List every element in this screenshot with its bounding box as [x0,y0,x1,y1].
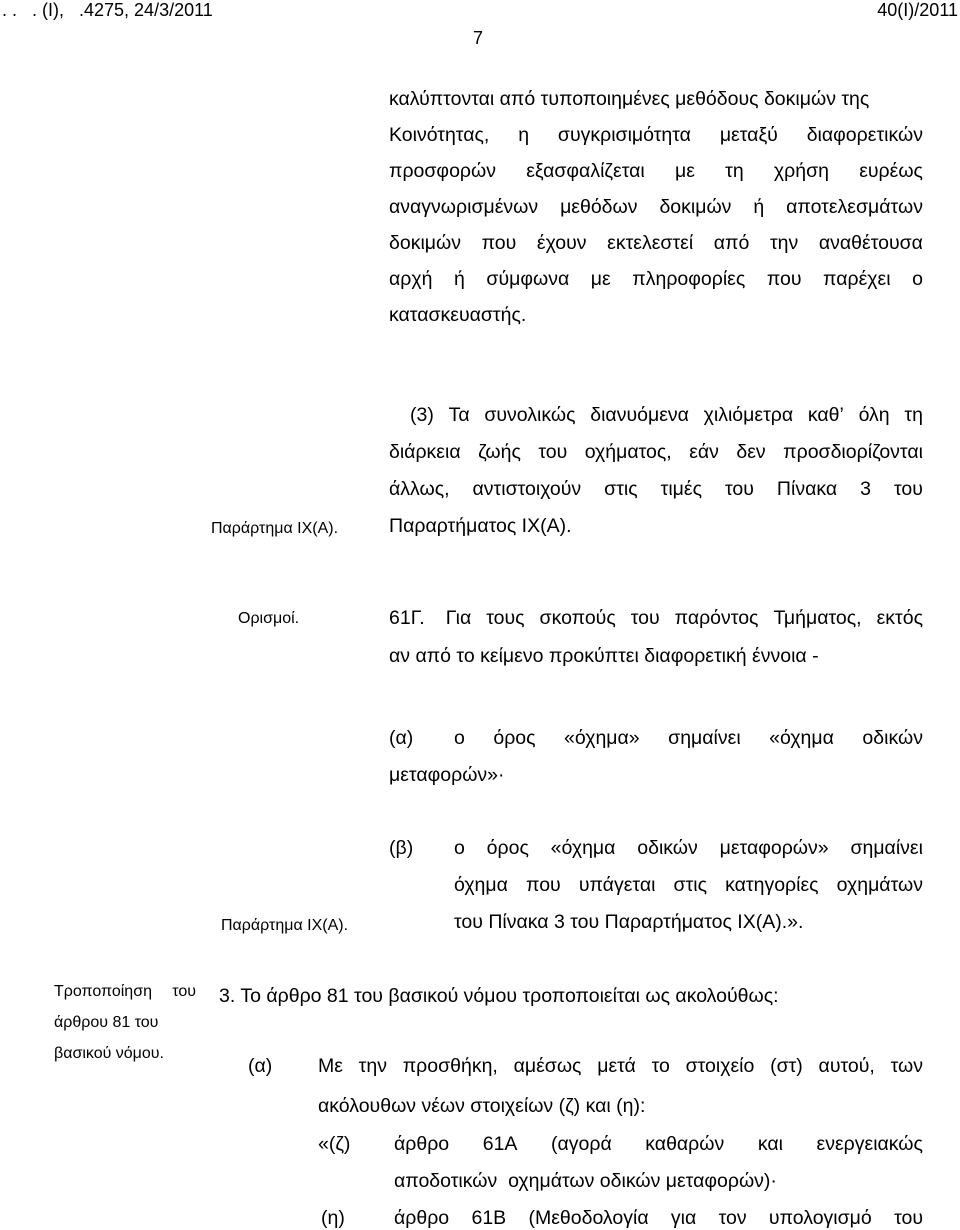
page-number: 7 [473,28,484,48]
item-label-h: (η) [321,1207,345,1229]
text-line: μεταφορών»· [389,764,505,786]
sub-item-h [394,1207,923,1230]
text-line: 61Γ. Για τους σκοπούς του παρόντος Τμήματος, εκτός [389,607,923,629]
text-line: του Πίνακα 3 του Παραρτήματος ΙΧ(Α).». [454,911,804,933]
definition-vehicle [454,727,923,764]
margin-note-amendment [54,983,196,1076]
text-line: καλύπτονται από τυποποιημένες μεθόδους δοκιμών της [389,88,870,110]
margin-note-annex-2: Παράρτημα ΙΧ(Α). [221,917,349,934]
text-line: άρθρο 61Β (Μεθοδολογία για τον υπολογισμό του [394,1207,923,1229]
item-label-a: (α) [389,727,414,749]
text-line: Παραρτήματος ΙΧ(Α). [389,515,572,537]
margin-note-definitions: Ορισμοί. [238,610,300,627]
text-line: Με την προσθήκη, αμέσως μετά το στοιχείο (στ) αυτού, των [318,1055,923,1077]
text-line: αν από το κείμενο προκύπτει διαφορετική έννοια - [389,645,819,667]
text-line: όχημα που υπάγεται στις κατηγορίες οχημάτων [454,874,923,896]
amendment-item-a [318,1055,923,1135]
header-right: 40(Ι)/2011 [877,0,958,20]
text-line: άλλως, αντιστοιχούν στις τιμές του Πίνακα 3 του [389,478,923,500]
text-line: κατασκευαστής. [389,304,527,326]
definition-road-transport-vehicle [454,837,923,948]
text-line: άρθρο 61Α (αγορά καθαρών και ενεργειακώς [394,1133,923,1155]
margin-note-annex: Παράρτημα ΙΧ(Α). [211,520,339,537]
item-label-b: (β) [389,837,414,859]
text-line: (3) Τα συνολικώς διανυόμενα χιλιόμετρα καθ’ όλη τη [410,404,923,426]
text-line: αναγνωρισμένων μεθόδων δοκιμών ή αποτελεσμάτων [389,196,923,218]
text-line: αποδοτικών οχημάτων οδικών μεταφορών)· [394,1170,777,1192]
section-61g-heading [389,607,923,683]
text-line: ο όρος «όχημα» σημαίνει «όχημα οδικών [454,727,923,749]
text-line: άρθρου 81 του [54,1014,159,1031]
text-line: Κοινότητας, η συγκρισιμότητα μεταξύ διαφορετικών [389,124,923,146]
text-line: βασικού νόμου. [54,1045,164,1062]
text-line: αρχή ή σύμφωνα με πληροφορίες που παρέχει ο [389,268,923,290]
sub-item-z [394,1133,923,1207]
item-label-z: «(ζ) [318,1133,351,1155]
paragraph-1 [389,88,923,340]
paragraph-2 [389,404,923,552]
text-line: δοκιμών που έχουν εκτελεστεί από την αναθέτουσα [389,232,923,254]
text-line: ο όρος «όχημα οδικών μεταφορών» σημαίνει [454,837,923,859]
text-line: ακόλουθων νέων στοιχείων (ζ) και (η): [318,1095,646,1117]
text-line: προσφορών εξασφαλίζεται με τη χρήση ευρέως [389,160,923,182]
item-label-a-2: (α) [248,1055,273,1077]
section-3-intro: 3. Το άρθρο 81 του βασικού νόμου τροποποιείται ως ακολούθως: [219,985,779,1007]
text-line: Τροποποίηση του [54,983,196,1000]
text-line: διάρκεια ζωής του οχήματος, εάν δεν προσδιορίζονται [389,441,923,463]
header-left: . . . (Ι), .4275, 24/3/2011 [2,0,213,20]
